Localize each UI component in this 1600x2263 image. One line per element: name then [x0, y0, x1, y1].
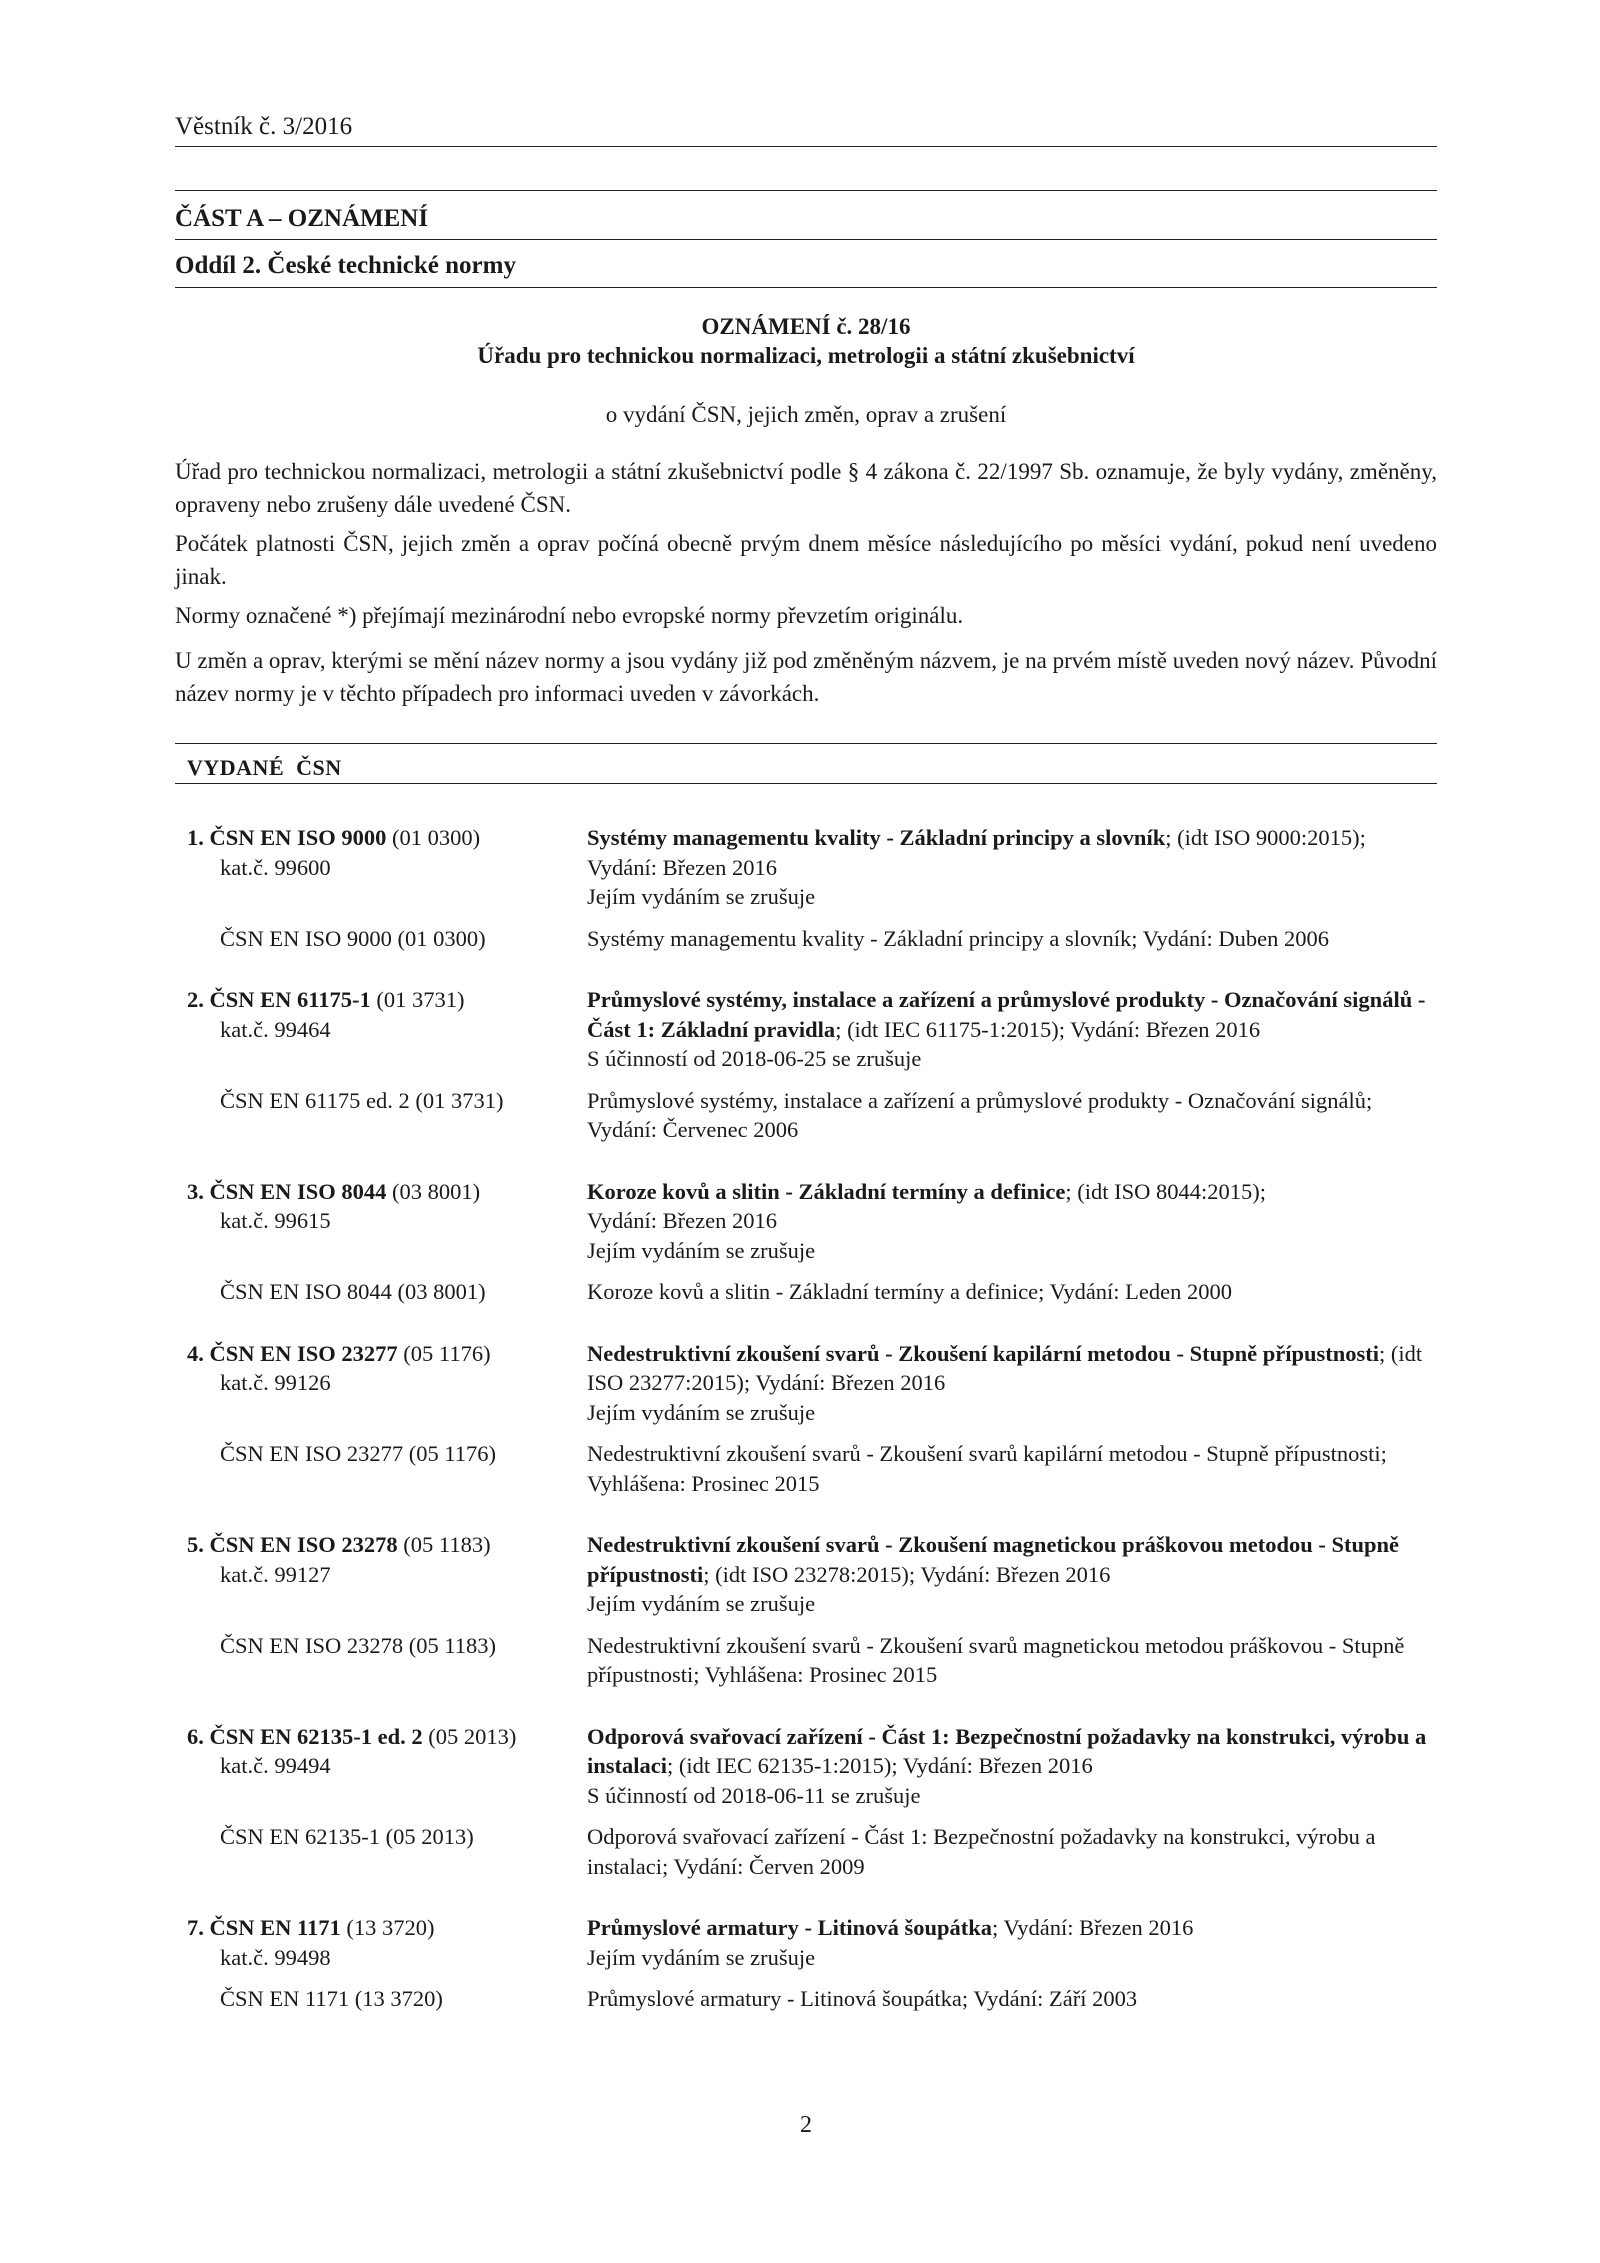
replaced-standard-desc: Systémy managementu kvality - Základní principy a slovník; Vydání: Duben 2006: [587, 925, 1329, 951]
notice-subject: o vydání ČSN, jejich změn, oprav a zrušení: [605, 402, 1007, 427]
notice-title: OZNÁMENÍ č. 28/16: [701, 314, 911, 339]
new-standard-details: ; (idt ISO 23278:2015); Vydání: Březen 2016: [703, 1561, 1111, 1587]
standard-entry: [175, 1530, 1437, 1690]
withdrawal-note: Jejím vydáním se zrušuje: [587, 1944, 816, 1970]
replaced-standard-id: ČSN EN ISO 23278 (05 1183): [220, 1632, 497, 1658]
replaced-standard-id: ČSN EN 62135-1 (05 2013): [220, 1824, 474, 1849]
replaced-standard-id: ČSN EN 61175 ed. 2 (01 3731): [220, 1087, 504, 1113]
standard-number: 7. ČSN EN 1171: [187, 1915, 341, 1940]
class-code: (01 3731): [370, 987, 465, 1012]
replaced-standard-desc: Odporová svařovací zařízení - Část 1: Bezpečnostní požadavky na konstrukci, výrobu a instalaci; Vydání: Červen 2009: [587, 1824, 1376, 1879]
replaced-standard-id: ČSN EN ISO 8044 (03 8001): [220, 1279, 486, 1304]
standards-list: [175, 823, 1437, 2046]
divider: [175, 783, 1437, 784]
replaced-standard-id: ČSN EN 1171 (13 3720): [220, 1986, 443, 2011]
withdrawal-note: S účinností od 2018-06-11 se zrušuje: [587, 1782, 921, 1808]
replaced-standard-id: ČSN EN ISO 9000 (01 0300): [220, 925, 486, 951]
catalog-number: kat.č. 99498: [220, 1944, 331, 1970]
standard-entry: [175, 1913, 1437, 2014]
class-code: (13 3720): [340, 1915, 435, 1940]
withdrawal-note: Jejím vydáním se zrušuje: [587, 1237, 816, 1263]
new-standard-details: ; (idt ISO 9000:2015);: [1165, 825, 1366, 850]
new-standard-title: Systémy managementu kvality - Základní principy a slovník: [587, 825, 1166, 850]
section-title: Oddíl 2. České technické normy: [175, 252, 516, 279]
catalog-number: kat.č. 99126: [220, 1370, 331, 1395]
new-standard-title: Průmyslové systémy, instalace a zařízení a průmyslové produkty - Označování signálů - Část 1: Základní pravidla: [587, 987, 1426, 1042]
paragraph: U změn a oprav, kterými se mění název normy a jsou vydány již pod změněným názvem, je na prvém místě uveden nový název. Původní název normy je v těchto případech pro informaci uveden v závorkách.: [175, 648, 1437, 706]
withdrawal-note: S účinností od 2018-06-25 se zrušuje: [587, 1046, 922, 1071]
new-standard-title: Odporová svařovací zařízení - Část 1: Bezpečnostní požadavky na konstrukci, výrobu a instalaci: [587, 1723, 1427, 1778]
standard-number: 4. ČSN EN ISO 23277: [187, 1340, 398, 1366]
standard-number: 5. ČSN EN ISO 23278: [187, 1532, 398, 1557]
vydane-heading: VYDANÉ ČSN: [187, 755, 342, 780]
catalog-number: kat.č. 99600: [220, 854, 331, 880]
withdrawal-note: Jejím vydáním se zrušuje: [587, 1399, 816, 1425]
standard-number: 2. ČSN EN 61175-1: [187, 987, 371, 1012]
catalog-number: kat.č. 99464: [220, 1016, 331, 1042]
withdrawal-note: Jejím vydáním se zrušuje: [587, 1591, 816, 1616]
notice-issuer: Úřadu pro technickou normalizaci, metrologii a státní zkušebnictví: [477, 343, 1135, 368]
new-standard-details: ; Vydání: Březen 2016: [992, 1915, 1194, 1940]
class-code: (01 0300): [386, 825, 481, 850]
issue-date: Vydání: Březen 2016: [587, 1208, 777, 1233]
standard-entry: [175, 1722, 1437, 1882]
standard-number: 6. ČSN EN 62135-1 ed. 2: [187, 1723, 423, 1749]
standard-entry: [175, 1177, 1437, 1307]
bulletin-header: Věstník č. 3/2016: [175, 113, 353, 140]
paragraph: Počátek platnosti ČSN, jejich změn a oprav počíná obecně prvým dnem měsíce následujícího po měsíci vydání, pokud není uvedeno jinak.: [175, 531, 1437, 589]
replaced-standard-desc: Nedestruktivní zkoušení svarů - Zkoušení svarů magnetickou metodou práškovou - Stupně přípustnosti; Vyhlášena: Prosinec 2015: [587, 1632, 1405, 1687]
divider: [175, 743, 1437, 744]
standard-number: 3. ČSN EN ISO 8044: [187, 1178, 387, 1204]
new-standard-title: Průmyslové armatury - Litinová šoupátka: [587, 1915, 992, 1940]
new-standard-details: ; (idt ISO 8044:2015);: [1065, 1178, 1266, 1204]
standard-number: 1. ČSN EN ISO 9000: [187, 825, 387, 850]
class-code: (05 1183): [397, 1532, 491, 1557]
standard-entry: [175, 823, 1437, 953]
class-code: (03 8001): [386, 1178, 481, 1204]
catalog-number: kat.č. 99127: [220, 1561, 331, 1587]
catalog-number: kat.č. 99615: [220, 1208, 331, 1233]
replaced-standard-desc: Průmyslové armatury - Litinová šoupátka; Vydání: Září 2003: [587, 1986, 1138, 2011]
class-code: (05 1176): [397, 1340, 491, 1366]
replaced-standard-desc: Koroze kovů a slitin - Základní termíny a definice; Vydání: Leden 2000: [587, 1279, 1233, 1304]
new-standard-title: Nedestruktivní zkoušení svarů - Zkoušení kapilární metodou - Stupně přípustnosti: [587, 1340, 1380, 1366]
replaced-standard-desc: Nedestruktivní zkoušení svarů - Zkoušení svarů kapilární metodou - Stupně přípustnosti; Vyhlášena: Prosinec 2015: [587, 1441, 1387, 1496]
standard-entry: [175, 1339, 1437, 1499]
new-standard-title: Nedestruktivní zkoušení svarů - Zkoušení magnetickou práškovou metodou - Stupně přípustnosti: [587, 1532, 1399, 1587]
issue-date: Vydání: Březen 2016: [587, 854, 777, 880]
replaced-standard-id: ČSN EN ISO 23277 (05 1176): [220, 1441, 497, 1466]
header-rule: [175, 146, 1437, 147]
divider: [175, 287, 1437, 288]
paragraph: Úřad pro technickou normalizaci, metrologii a státní zkušebnictví podle § 4 zákona č. 22/1997 Sb. oznamuje, že byly vydány, změněny, opraveny nebo zrušeny dále uvedené ČSN.: [175, 459, 1437, 517]
withdrawal-note: Jejím vydáním se zrušuje: [587, 884, 816, 909]
new-standard-details: ; (idt IEC 62135-1:2015); Vydání: Březen 2016: [667, 1753, 1093, 1778]
divider: [175, 239, 1437, 240]
new-standard-details: ; (idt ISO 23277:2015); Vydání: Březen 2016: [587, 1340, 1423, 1395]
replaced-standard-desc: Průmyslové systémy, instalace a zařízení a průmyslové produkty - Označování signálů; Vydání: Červenec 2006: [587, 1087, 1373, 1142]
part-title: ČÁST A – OZNÁMENÍ: [175, 205, 429, 232]
divider: [175, 190, 1437, 191]
standard-entry: [175, 985, 1437, 1145]
class-code: (05 2013): [422, 1723, 517, 1749]
new-standard-title: Koroze kovů a slitin - Základní termíny a definice: [587, 1178, 1066, 1204]
page-number: 2: [800, 2112, 812, 2138]
new-standard-details: ; (idt IEC 61175-1:2015); Vydání: Březen 2016: [835, 1016, 1261, 1042]
catalog-number: kat.č. 99494: [220, 1753, 331, 1778]
paragraph: Normy označené *) přejímají mezinárodní nebo evropské normy převzetím originálu.: [175, 603, 964, 628]
